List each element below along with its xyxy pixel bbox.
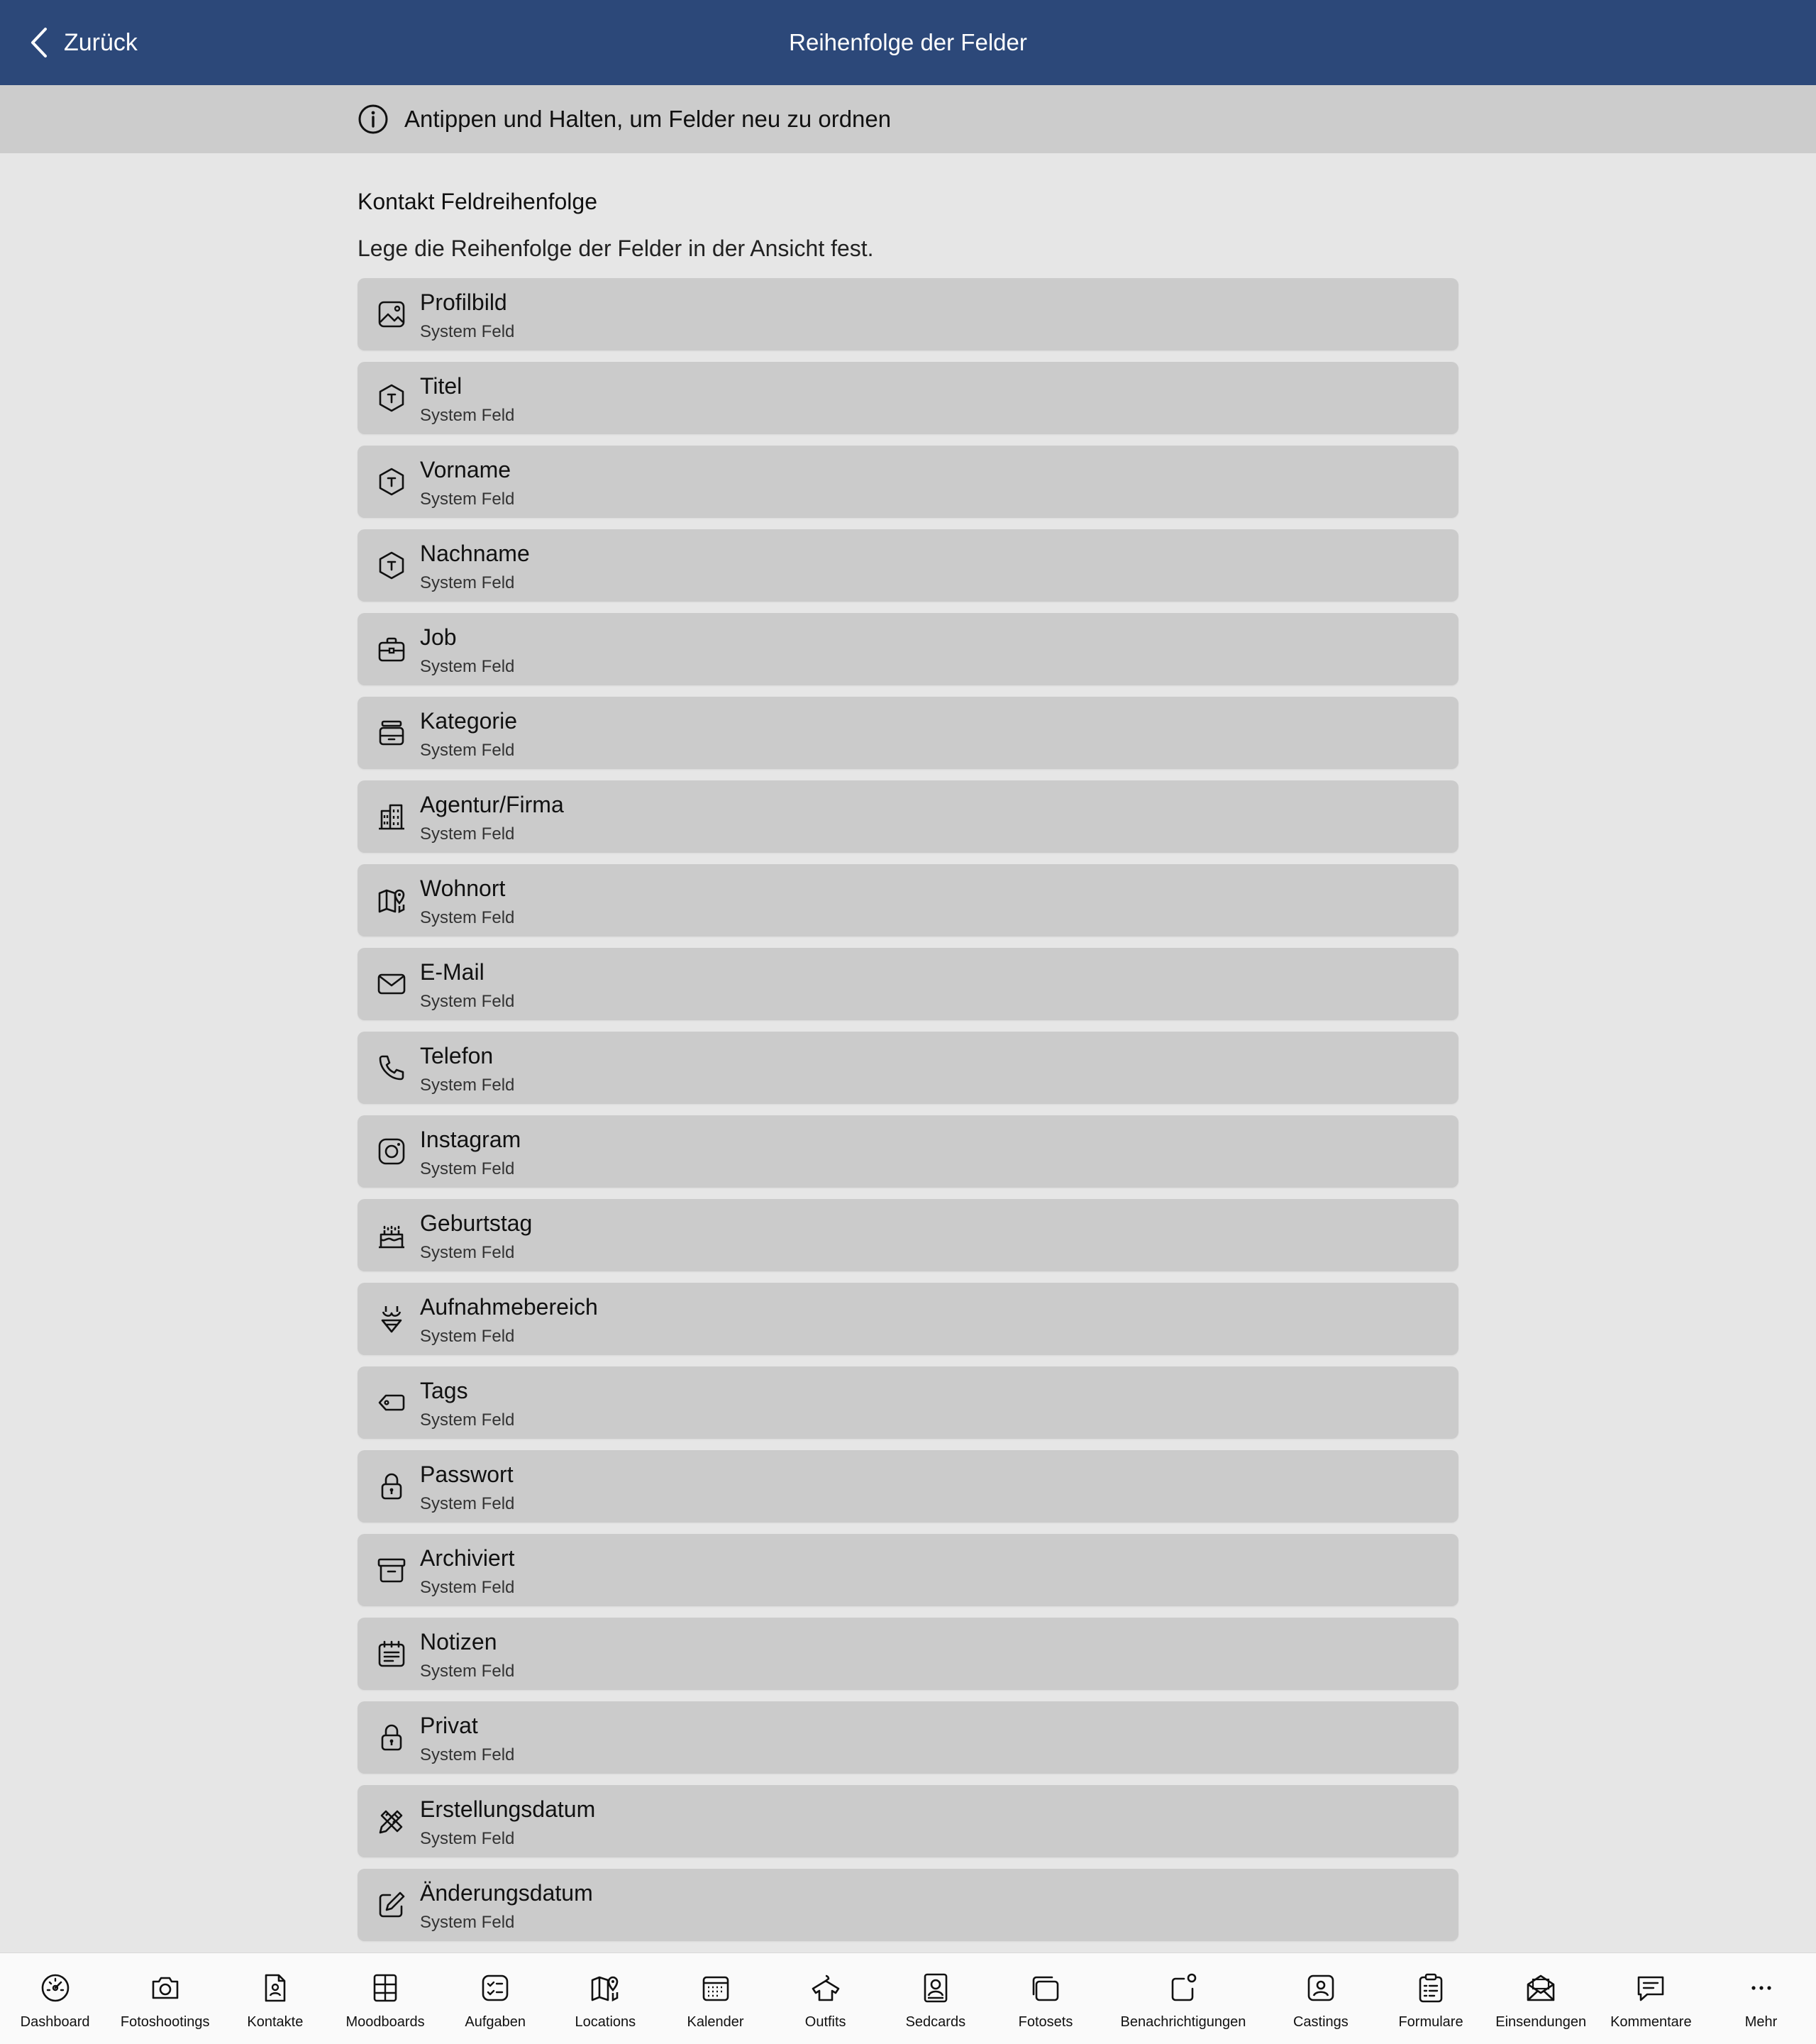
field-type: System Feld [420,490,515,509]
field-label: Vorname [420,457,511,482]
tab-label: Locations [575,2014,636,2030]
field-item[interactable] [358,1032,1458,1104]
field-item[interactable] [358,1283,1458,1355]
field-type: System Feld [420,1913,515,1932]
field-label: Agentur/Firma [420,792,564,817]
field-label: Kategorie [420,708,517,734]
tab-label: Sedcards [905,2014,966,2030]
field-label: Notizen [420,1629,497,1654]
field-type: System Feld [420,406,515,425]
stack-icon [376,717,407,748]
back-button[interactable] [28,21,138,64]
field-label: E-Mail [420,959,485,985]
field-label: Nachname [420,541,530,566]
info-icon [358,104,389,135]
tab-fotosets[interactable] [990,1953,1100,2044]
notes-icon [376,1638,407,1669]
tab-formulare[interactable] [1375,1953,1485,2044]
photos-icon [1029,1972,1062,2004]
bottom-tab-bar [0,1952,1816,2044]
section-description: Lege die Reihenfolge der Felder in der Ansicht fest. [358,236,874,261]
field-item[interactable] [358,1869,1458,1941]
field-label: Archiviert [420,1545,515,1571]
field-label: Aufnahmebereich [420,1294,598,1320]
field-item[interactable] [358,1199,1458,1271]
tab-aufgaben[interactable] [441,1953,550,2044]
archive-icon [376,1554,407,1586]
field-type: System Feld [420,1410,515,1430]
field-item[interactable] [358,362,1458,434]
tab-locations[interactable] [550,1953,660,2044]
field-item[interactable] [358,446,1458,518]
field-label: Tags [420,1378,468,1403]
tab-fotoshootings[interactable] [110,1953,220,2044]
casting-icon [1305,1972,1337,2004]
field-type: System Feld [420,1662,515,1681]
field-type: System Feld [420,908,515,927]
field-order-list [358,278,1458,1952]
moodboard-icon [369,1972,402,2004]
tab-castings[interactable] [1266,1953,1375,2044]
field-type: System Feld [420,657,515,676]
info-text: Antippen und Halten, um Felder neu zu ordnen [404,106,892,132]
field-item[interactable] [358,1534,1458,1606]
field-item[interactable] [358,613,1458,685]
tab-kontakte[interactable] [220,1953,330,2044]
field-type: System Feld [420,573,515,592]
comment-icon [1634,1972,1667,2004]
field-type: System Feld [420,322,515,341]
chevron-left-icon [28,26,51,59]
lock-icon [376,1471,407,1502]
tab-label: Fotoshootings [120,2014,210,2030]
field-type: System Feld [420,824,515,844]
mail-open-icon [1524,1972,1557,2004]
field-item[interactable] [358,1701,1458,1774]
tab-dashboard[interactable] [0,1953,110,2044]
field-label: Änderungsdatum [420,1880,593,1906]
field-item[interactable] [358,278,1458,350]
field-type: System Feld [420,1076,515,1095]
bikini-icon [376,1303,407,1335]
field-type: System Feld [420,1745,515,1764]
phone-icon [376,1052,407,1083]
field-item[interactable] [358,1366,1458,1439]
field-label: Titel [420,373,463,399]
text-hexagon-icon [376,466,407,497]
tab-label: Moodboards [345,2014,425,2030]
back-label: Zurück [64,28,138,56]
field-label: Passwort [420,1462,514,1487]
tab-sedcards[interactable] [880,1953,990,2044]
clipboard-icon [1414,1972,1447,2004]
field-item[interactable] [358,948,1458,1020]
lock-icon [376,1722,407,1753]
top-navigation-bar [0,0,1816,85]
mail-icon [376,968,407,1000]
field-label: Instagram [420,1127,521,1152]
edit-icon [376,1889,407,1921]
gauge-icon [39,1972,72,2004]
calendar-icon [699,1972,732,2004]
tab-label: Dashboard [20,2014,90,2030]
field-type: System Feld [420,741,515,760]
field-type: System Feld [420,1159,515,1178]
tab-label: Kalender [687,2014,744,2030]
tab-label: Fotosets [1018,2014,1073,2030]
tab-label: Formulare [1398,2014,1463,2030]
tab-label: Benachrichtigungen [1120,2014,1246,2030]
tab-moodboards[interactable] [330,1953,440,2044]
tab-kalender[interactable] [660,1953,770,2044]
tab-kommentare[interactable] [1596,1953,1706,2044]
tab-mehr[interactable] [1706,1953,1816,2044]
tab-label: Kommentare [1610,2014,1692,2030]
briefcase-icon [376,634,407,665]
field-item[interactable] [358,697,1458,769]
tab-label: Kontakte [247,2014,304,2030]
cake-icon [376,1220,407,1251]
field-item[interactable] [358,1115,1458,1188]
pencil-ruler-icon [376,1806,407,1837]
image-icon [376,299,407,330]
tasks-icon [479,1972,511,2004]
field-type: System Feld [420,1494,515,1513]
section-title: Kontakt Feldreihenfolge [358,189,597,214]
more-icon [1745,1972,1778,2004]
text-hexagon-icon [376,550,407,581]
camera-icon [149,1972,182,2004]
contact-icon [259,1972,292,2004]
tab-benachrichtigungen[interactable] [1101,1953,1266,2044]
portrait-icon [919,1972,952,2004]
field-label: Privat [420,1713,478,1738]
field-type: System Feld [420,1829,515,1848]
field-item[interactable] [358,1450,1458,1523]
tab-outfits[interactable] [770,1953,880,2044]
tag-icon [376,1387,407,1418]
map-pin-icon [589,1972,621,2004]
field-item[interactable] [358,864,1458,937]
instagram-icon [376,1136,407,1167]
tab-label: Mehr [1744,2014,1778,2030]
field-item[interactable] [358,529,1458,602]
map-pin-icon [376,885,407,916]
field-label: Job [420,624,457,650]
field-label: Geburtstag [420,1210,533,1236]
building-icon [376,801,407,832]
field-label: Erstellungsdatum [420,1796,596,1822]
field-item[interactable] [358,780,1458,853]
field-type: System Feld [420,992,515,1011]
tab-label: Castings [1292,2014,1349,2030]
tab-label: Outfits [804,2014,846,2030]
shirt-icon [809,1972,842,2004]
page-title: Reihenfolge der Felder [789,29,1027,55]
field-label: Wohnort [420,875,506,901]
field-label: Profilbild [420,289,507,315]
field-item[interactable] [358,1785,1458,1857]
notification-icon [1167,1972,1200,2004]
field-type: System Feld [420,1578,515,1597]
info-banner [0,85,1816,153]
field-type: System Feld [420,1243,515,1262]
tab-einsendungen[interactable] [1486,1953,1596,2044]
field-label: Telefon [420,1043,494,1068]
field-type: System Feld [420,1327,515,1346]
field-item[interactable] [358,1618,1458,1690]
text-hexagon-icon [376,382,407,414]
tab-label: Einsendungen [1495,2014,1587,2030]
tab-label: Aufgaben [465,2014,526,2030]
